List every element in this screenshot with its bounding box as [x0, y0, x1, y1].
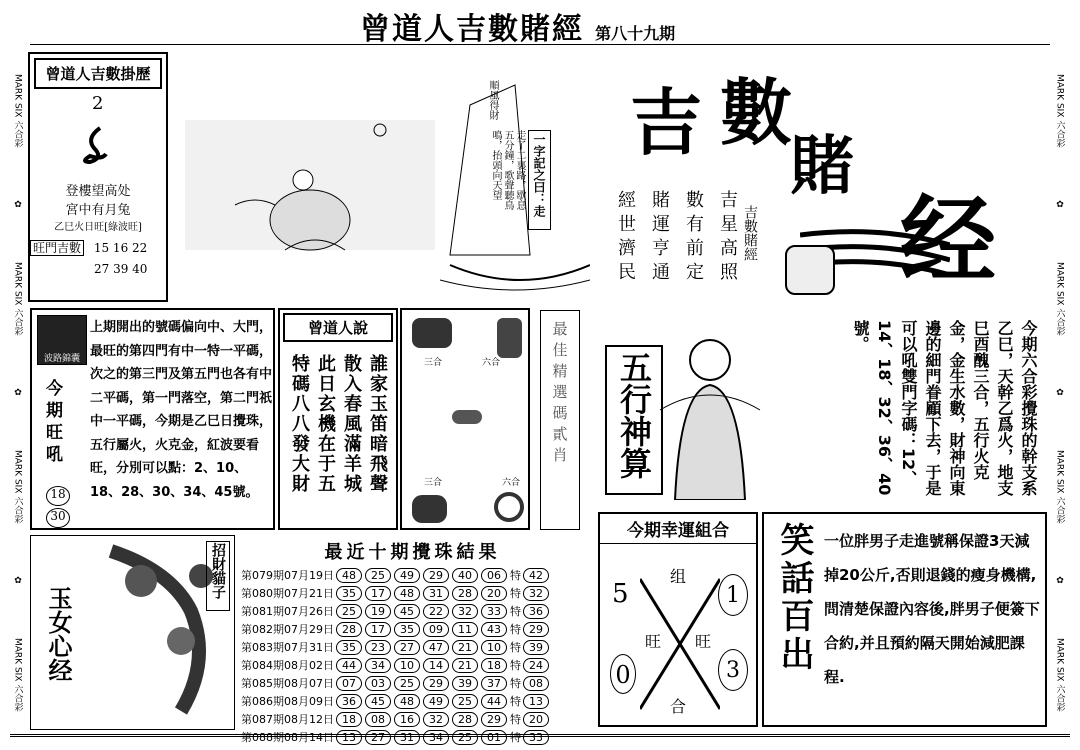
result-number: 29	[423, 676, 449, 691]
result-number: 14	[423, 658, 449, 673]
result-number: 27	[394, 640, 420, 655]
result-number: 45	[394, 604, 420, 619]
result-issue: 第082期07月29日	[241, 623, 334, 636]
result-special-number: 39	[523, 640, 549, 655]
result-issue: 第080期07月21日	[241, 587, 334, 600]
result-special-label: 特	[510, 569, 521, 582]
animals-box	[400, 308, 530, 530]
animal-goat-icon	[412, 318, 452, 348]
result-number: 31	[394, 730, 420, 745]
result-number: 06	[481, 568, 507, 583]
five-elements-text-block	[775, 320, 1040, 510]
motto	[610, 190, 740, 315]
result-number: 36	[336, 694, 362, 709]
result-special-label: 特	[510, 659, 521, 672]
animals-side-box	[540, 310, 580, 530]
result-issue: 第086期08月09日	[241, 695, 334, 708]
animal-rabbit-icon	[412, 495, 447, 523]
calendar-box	[28, 52, 168, 302]
five-elements-title: 五行神算	[605, 345, 663, 495]
result-special-label: 特	[510, 641, 521, 654]
result-number: 20	[481, 586, 507, 601]
calendar-numbers-1: 15 16 22	[93, 241, 148, 255]
result-number: 25	[394, 676, 420, 691]
result-number: 48	[336, 568, 362, 583]
result-number: 29	[423, 568, 449, 583]
saying-col-1: 誰家玉笛暗飛聲	[367, 354, 388, 494]
result-special-label: 特	[510, 623, 521, 636]
result-number: 33	[481, 604, 507, 619]
result-number: 32	[452, 604, 478, 619]
result-number: 35	[336, 586, 362, 601]
calendar-label: 旺門吉數	[30, 240, 84, 256]
animal-label-2: 六合	[482, 358, 501, 368]
result-number: 47	[423, 640, 449, 655]
animal-bird-icon	[452, 410, 482, 424]
result-issue: 第084期08月02日	[241, 659, 334, 672]
result-number: 10	[394, 658, 420, 673]
result-special-number: 13	[523, 694, 549, 709]
title-char-4: 经	[900, 184, 996, 297]
result-row	[240, 620, 551, 638]
result-number: 34	[423, 730, 449, 745]
result-number: 25	[452, 694, 478, 709]
result-special-number: 42	[523, 568, 549, 583]
motto-col-1: 吉星高照	[717, 190, 738, 286]
wave-text: 上期開出的號碼偏向中、大門，最旺的第四門有中一特一平碼，次之的第三門及第五門也各有中二平碼，第一門落空，第二門祇中一平碼，今期是乙巳日攪珠，五行屬火，火克金，紅波要看旺，分別可以點：2、10、18、28、30、34、45號。	[90, 320, 273, 500]
five-elements-text: 今期六合彩攪珠的幹支系乙巳，天幹乙爲火，地支巳酉醜三合，五行火克金，金生水數，財神向東邊的細門眷顧下去，于是可以吼雙門字碼：12、14、18、32、36、40號。	[851, 320, 1038, 496]
result-number: 27	[365, 730, 391, 745]
result-issue: 第085期08月07日	[241, 677, 334, 690]
title-seal: 吉數賭經	[742, 205, 758, 261]
result-issue: 第081期07月26日	[241, 605, 334, 618]
results-section	[240, 538, 585, 744]
animal-tiger-icon	[497, 318, 522, 358]
result-number: 25	[365, 568, 391, 583]
lucky-left-top: 5	[612, 579, 629, 609]
calendar-poem-2: 宮中有月兔	[65, 203, 131, 218]
result-number: 18	[336, 712, 362, 727]
result-special-label: 特	[510, 677, 521, 690]
result-row	[240, 656, 551, 674]
result-number: 21	[452, 640, 478, 655]
lucky-right-top: 1	[718, 574, 748, 616]
result-number: 17	[365, 586, 391, 601]
wave-circle-2: 30	[46, 508, 70, 528]
result-row	[240, 674, 551, 692]
joke-title: 笑話百出	[774, 522, 814, 674]
wave-box	[30, 308, 275, 530]
beauty-text: 玉女心经	[41, 586, 76, 706]
result-number: 17	[365, 622, 391, 637]
result-special-number: 32	[523, 586, 549, 601]
lucky-combo-box	[598, 512, 758, 727]
result-number: 09	[423, 622, 449, 637]
sail-poem: 走了二裏路，歇息五分鐘，歌聲聽鳥鳴，抬頭向天望	[490, 130, 525, 210]
saying-col-4: 特碼八八發大財	[289, 354, 310, 494]
result-number: 10	[481, 640, 507, 655]
result-issue: 第087期08月12日	[241, 713, 334, 726]
result-number: 34	[365, 658, 391, 673]
wave-circle-1: 18	[46, 486, 70, 506]
result-row	[240, 566, 551, 584]
result-special-label: 特	[510, 731, 521, 744]
results-title: 最近十期攪珠結果	[324, 542, 501, 563]
results-table	[240, 566, 551, 746]
lucky-center-top: 组	[670, 567, 687, 586]
result-row	[240, 584, 551, 602]
result-special-number: 36	[523, 604, 549, 619]
wave-badge: 波路錦囊	[37, 315, 87, 365]
animal-label-4: 六合	[502, 478, 521, 488]
result-number: 08	[365, 712, 391, 727]
result-issue: 第079期07月19日	[241, 569, 334, 582]
result-number: 21	[452, 658, 478, 673]
motto-col-3: 賭運亨通	[649, 190, 670, 286]
result-number: 35	[394, 622, 420, 637]
sail-flag: 順風得財	[487, 80, 498, 120]
animals-side-text: 最佳精選碼貳肖	[550, 321, 569, 468]
result-row	[240, 638, 551, 656]
result-number: 28	[452, 586, 478, 601]
result-special-number: 08	[523, 676, 549, 691]
right-side-strip: MARK SIX 六合彩 ✿ MARK SIX 六合彩 ✿ MARK SIX 六合彩 ✿ MARK SIX 六合彩	[1054, 74, 1065, 712]
lucky-center-bottom: 合	[670, 697, 687, 716]
calendar-number: 2	[92, 93, 104, 114]
beauty-box	[30, 535, 235, 730]
result-number: 29	[481, 712, 507, 727]
result-row	[240, 728, 551, 746]
header	[360, 4, 820, 47]
wave-label: 今期旺吼	[46, 379, 63, 465]
result-number: 45	[365, 694, 391, 709]
result-special-number: 33	[523, 730, 549, 745]
result-number: 40	[452, 568, 478, 583]
result-issue: 第088期08月14日	[241, 731, 334, 744]
result-number: 37	[481, 676, 507, 691]
result-issue: 第083期07月31日	[241, 641, 334, 654]
animal-label-3: 三合	[424, 478, 443, 488]
calendar-title: 曾道人吉數掛歷	[34, 58, 162, 89]
title-char-1: 吉	[630, 80, 703, 165]
result-number: 11	[452, 622, 478, 637]
animal-snake-icon	[494, 492, 524, 522]
result-special-label: 特	[510, 713, 521, 726]
saying-col-3: 此日玄機在于五	[315, 354, 336, 494]
issue-number: 第八十九期	[595, 24, 676, 43]
result-special-label: 特	[510, 587, 521, 600]
calendar-numbers-2: 27 39 40	[94, 262, 148, 276]
result-number: 49	[394, 568, 420, 583]
result-number: 25	[452, 730, 478, 745]
result-number: 44	[336, 658, 362, 673]
title-char-3: 賭	[790, 129, 854, 204]
animal-label-1: 三合	[424, 358, 443, 368]
five-elements-numbers: 12、14、18、32、36、40號。	[851, 320, 918, 496]
result-number: 39	[452, 676, 478, 691]
left-side-strip: MARK SIX 六合彩 ✿ MARK SIX 六合彩 ✿ MARK SIX 六合彩 ✿ MARK SIX 六合彩	[12, 74, 23, 712]
result-number: 25	[336, 604, 362, 619]
result-number: 32	[423, 712, 449, 727]
result-number: 19	[365, 604, 391, 619]
top-rule	[30, 44, 1050, 45]
page-title: 曾道人吉數賭經	[360, 12, 584, 47]
result-number: 48	[394, 586, 420, 601]
result-special-number: 29	[523, 622, 549, 637]
result-number: 28	[336, 622, 362, 637]
title-char-2: 數	[720, 70, 793, 155]
beauty-stamp: 招財貓子	[206, 541, 230, 611]
result-number: 28	[452, 712, 478, 727]
calendar-subline: 乙巳火日旺[綠波旺]	[54, 222, 142, 233]
lucky-center-right: 旺	[695, 632, 712, 651]
calendar-poem-1: 登樓望高处	[65, 184, 131, 199]
joke-text: 一位胖男子走進號稱保證3天減掉20公斤,否則退錢的瘦身機構,問清楚保證內容後,胖男子便簽下合約,并且預約隔天開始減肥課程.	[824, 532, 1040, 686]
result-number: 16	[394, 712, 420, 727]
joke-box	[762, 512, 1047, 727]
result-number: 07	[336, 676, 362, 691]
result-number: 48	[394, 694, 420, 709]
result-special-number: 20	[523, 712, 549, 727]
lucky-combo-title: 今期幸運組合	[600, 514, 756, 544]
result-row	[240, 692, 551, 710]
deity-illustration	[655, 330, 765, 500]
result-row	[240, 710, 551, 728]
result-number: 03	[365, 676, 391, 691]
result-special-number: 24	[523, 658, 549, 673]
result-number: 35	[336, 640, 362, 655]
result-number: 49	[423, 694, 449, 709]
lucky-right-bottom: 3	[718, 649, 748, 691]
title-seal-badge	[785, 245, 835, 295]
fisherman-illustration	[185, 110, 435, 260]
result-number: 31	[423, 586, 449, 601]
result-special-label: 特	[510, 695, 521, 708]
result-number: 01	[481, 730, 507, 745]
lucky-left-bottom: 0	[610, 654, 636, 694]
result-number: 43	[481, 622, 507, 637]
result-number: 44	[481, 694, 507, 709]
saying-title: 曾道人說	[283, 313, 393, 342]
motto-col-2: 數有前定	[683, 190, 704, 286]
motto-col-4: 經世濟民	[615, 190, 636, 286]
snake-icon	[78, 124, 118, 164]
saying-box	[278, 308, 398, 530]
result-number: 13	[336, 730, 362, 745]
result-number: 23	[365, 640, 391, 655]
sail-caption: 一字記之曰：走	[528, 130, 551, 230]
saying-col-2: 散入春風滿羊城	[341, 354, 362, 494]
result-special-label: 特	[510, 605, 521, 618]
result-row	[240, 602, 551, 620]
lucky-center-left: 旺	[645, 632, 662, 651]
result-number: 18	[481, 658, 507, 673]
result-number: 22	[423, 604, 449, 619]
